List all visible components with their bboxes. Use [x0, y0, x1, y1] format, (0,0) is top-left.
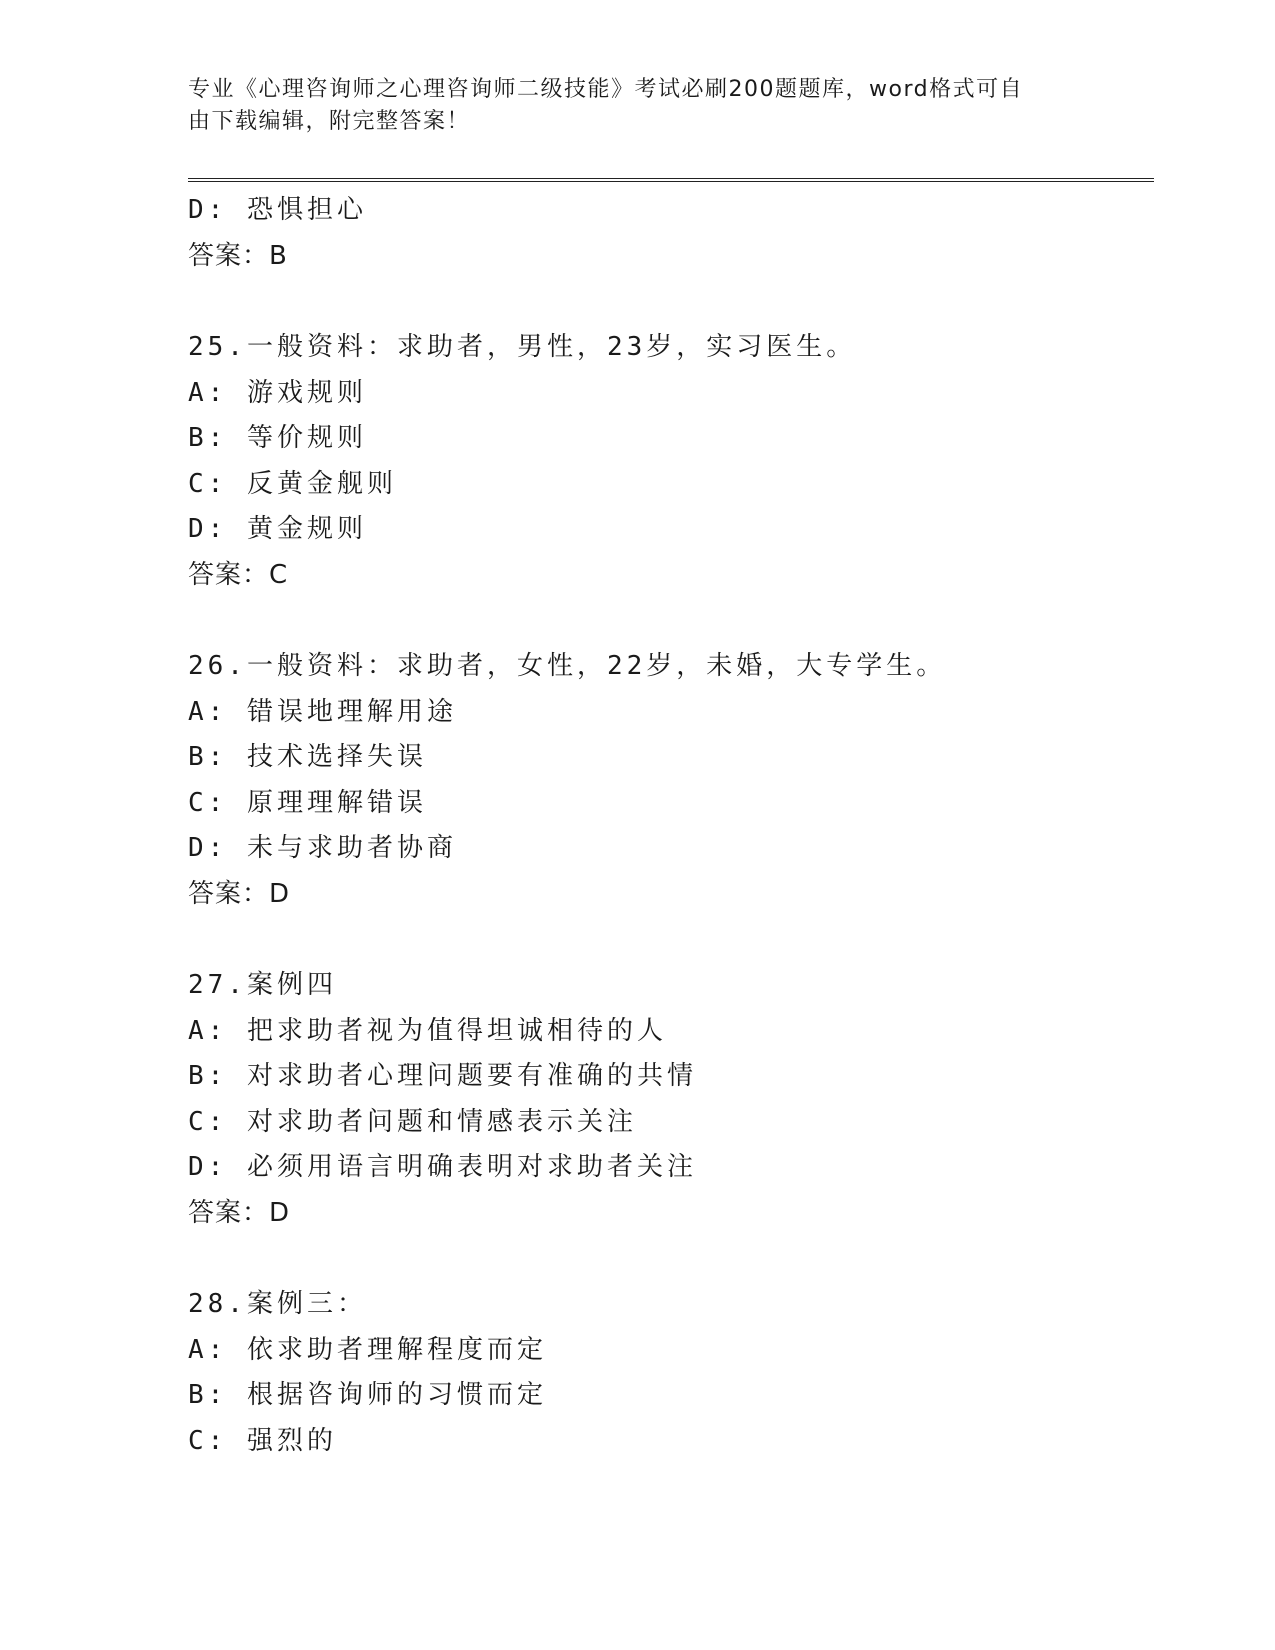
header-double-rule [188, 178, 1154, 182]
option-d: D: 黄金规则 [188, 514, 367, 544]
option-a: A: 依求助者理解程度而定 [188, 1334, 547, 1365]
question-28 [188, 1282, 1154, 1464]
option-a: A: 游戏规则 [188, 377, 367, 408]
option-b: B: 等价规则 [188, 423, 367, 453]
document-header [188, 74, 1088, 138]
option-c: C: 强烈的 [188, 1425, 337, 1456]
option-b: B: 对求助者心理问题要有准确的共情 [188, 1061, 697, 1091]
question-stem: 26.一般资料：求助者，女性，22岁，未婚，大专学生。 [188, 651, 947, 681]
option-c: C: 反黄金舰则 [188, 468, 397, 499]
question-list [188, 188, 1154, 1464]
option-a: A: 错误地理解用途 [188, 696, 457, 727]
option-d: D: 恐惧担心 [188, 195, 367, 225]
option-d: D: 必须用语言明确表明对求助者关注 [188, 1152, 697, 1182]
answer: 答案：B [188, 240, 288, 271]
option-c: C: 原理理解错误 [188, 787, 427, 818]
header-line-1: 专业《心理咨询师之心理咨询师二级技能》考试必刷200题题库，word格式可自 [188, 77, 1024, 102]
option-a: A: 把求助者视为值得坦诚相待的人 [188, 1015, 667, 1046]
answer: 答案：D [188, 1197, 291, 1228]
header-line-2: 由下载编辑，附完整答案！ [188, 109, 471, 134]
question-27 [188, 963, 1154, 1236]
answer: 答案：D [188, 878, 291, 909]
answer: 答案：C [188, 559, 289, 590]
option-b: B: 技术选择失误 [188, 742, 427, 772]
question-stem: 25.一般资料：求助者，男性，23岁，实习医生。 [188, 332, 857, 362]
question-26 [188, 644, 1154, 917]
question-stem: 27.案例四 [188, 970, 337, 1000]
option-d: D: 未与求助者协商 [188, 833, 457, 863]
option-c: C: 对求助者问题和情感表示关注 [188, 1106, 637, 1137]
question-25 [188, 325, 1154, 598]
question-stem: 28.案例三： [188, 1289, 367, 1319]
option-b: B: 根据咨询师的习惯而定 [188, 1380, 547, 1410]
